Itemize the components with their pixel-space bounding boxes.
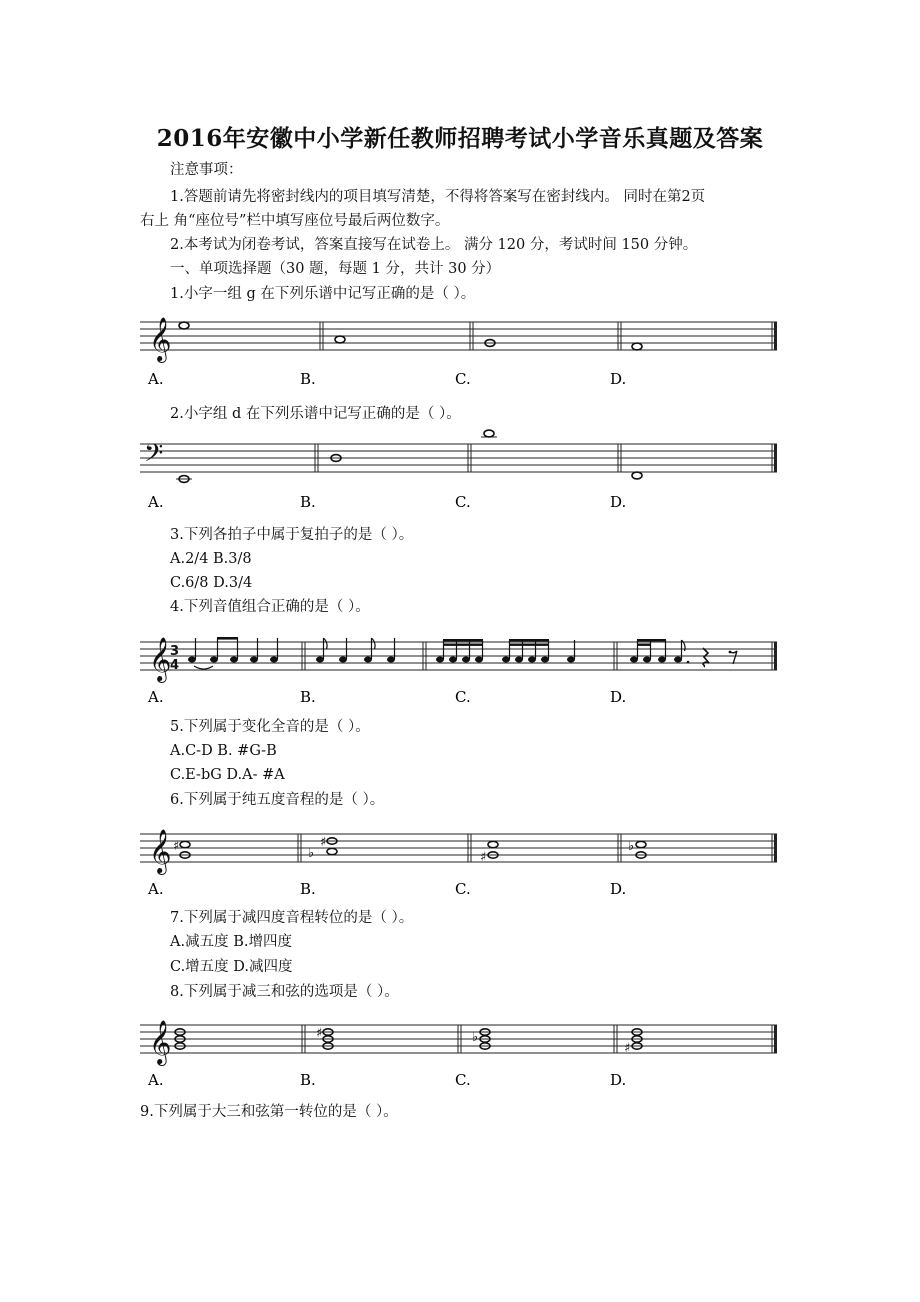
svg-text:𝄞: 𝄞	[149, 1020, 172, 1064]
option-label-c: C.	[455, 880, 471, 898]
question-7-options-cd: C.增五度 D.减四度	[170, 959, 293, 975]
question-1: 1.小字一组 g 在下列乐谱中记写正确的是（ ）。	[170, 286, 476, 302]
question-2: 2.小字组 d 在下列乐谱中记写正确的是（ ）。	[170, 406, 461, 422]
staff-q2	[140, 428, 780, 514]
question-6: 6.下列属于纯五度音程的是（ ）。	[170, 792, 385, 808]
option-label-c: C.	[455, 370, 471, 388]
svg-text:4: 4	[170, 658, 180, 673]
option-label-a: A.	[148, 880, 164, 898]
svg-text:𝄢: 𝄢	[144, 439, 164, 474]
question-3-options-cd: C.6/8 D.3/4	[170, 575, 253, 591]
option-label-d: D.	[610, 688, 627, 706]
svg-text:𝄞: 𝄞	[149, 317, 172, 361]
option-label-a: A.	[148, 1071, 164, 1089]
option-label-b: B.	[300, 1071, 316, 1089]
option-label-b: B.	[300, 880, 316, 898]
svg-text:♭: ♭	[628, 839, 635, 854]
option-label-d: D.	[610, 1071, 627, 1089]
svg-text:♯: ♯	[173, 839, 180, 854]
staff-q4	[140, 622, 780, 708]
question-4: 4.下列音值组合正确的是（ ）。	[170, 599, 370, 615]
option-label-b: B.	[300, 370, 316, 388]
notice-item-1-cont: 右上 角“座位号”栏中填写座位号最后两位数字。	[140, 213, 450, 229]
svg-text:3: 3	[170, 644, 180, 659]
svg-text:♭: ♭	[308, 846, 315, 861]
svg-text:♯: ♯	[316, 1026, 323, 1041]
staff-q8	[140, 1005, 780, 1091]
option-label-b: B.	[300, 688, 316, 706]
svg-text:♯: ♯	[320, 835, 327, 850]
question-9: 9.下列属于大三和弦第一转位的是（ ）。	[140, 1104, 398, 1120]
option-label-d: D.	[610, 370, 627, 388]
option-label-b: B.	[300, 493, 316, 511]
option-label-c: C.	[455, 493, 471, 511]
question-3-options-ab: A.2/4 B.3/8	[170, 551, 252, 567]
option-label-d: D.	[610, 880, 627, 898]
option-label-c: C.	[455, 1071, 471, 1089]
question-8: 8.下列属于减三和弦的选项是（ ）。	[170, 984, 399, 1000]
question-5-options-ab: A.C-D B. #G-B	[170, 743, 277, 759]
question-7-options-ab: A.减五度 B.增四度	[170, 934, 292, 950]
question-3: 3.下列各拍子中属于复拍子的是（ ）。	[170, 527, 414, 543]
page-title: 2016年安徽中小学新任教师招聘考试小学音乐真题及答案	[156, 125, 764, 152]
option-label-d: D.	[610, 493, 627, 511]
option-label-a: A.	[148, 370, 164, 388]
staff-q1	[140, 308, 780, 392]
question-7: 7.下列属于减四度音程转位的是（ ）。	[170, 910, 414, 926]
svg-text:♯: ♯	[624, 1041, 631, 1056]
svg-text:♯: ♯	[480, 850, 487, 865]
section-heading: 一、单项选择题（30 题，每题 1 分，共计 30 分）	[170, 261, 501, 277]
question-5: 5.下列属于变化全音的是（ ）。	[170, 719, 370, 735]
option-label-c: C.	[455, 688, 471, 706]
option-label-a: A.	[148, 688, 164, 706]
notice-item-1: 1.答题前请先将密封线内的项目填写清楚，不得将答案写在密封线内。 同时在第2页	[170, 189, 706, 205]
svg-text:𝄞: 𝄞	[149, 637, 172, 681]
svg-text:𝄞: 𝄞	[149, 829, 172, 873]
question-5-options-cd: C.E-bG D.A- #A	[170, 767, 285, 783]
notice-item-2: 2.本考试为闭卷考试，答案直接写在试卷上。 满分 120 分，考试时间 150 分钟。	[170, 237, 698, 253]
svg-text:♭: ♭	[472, 1030, 479, 1045]
notice-heading: 注意事项：	[170, 162, 243, 178]
option-label-a: A.	[148, 493, 164, 511]
staff-q6	[140, 814, 780, 900]
